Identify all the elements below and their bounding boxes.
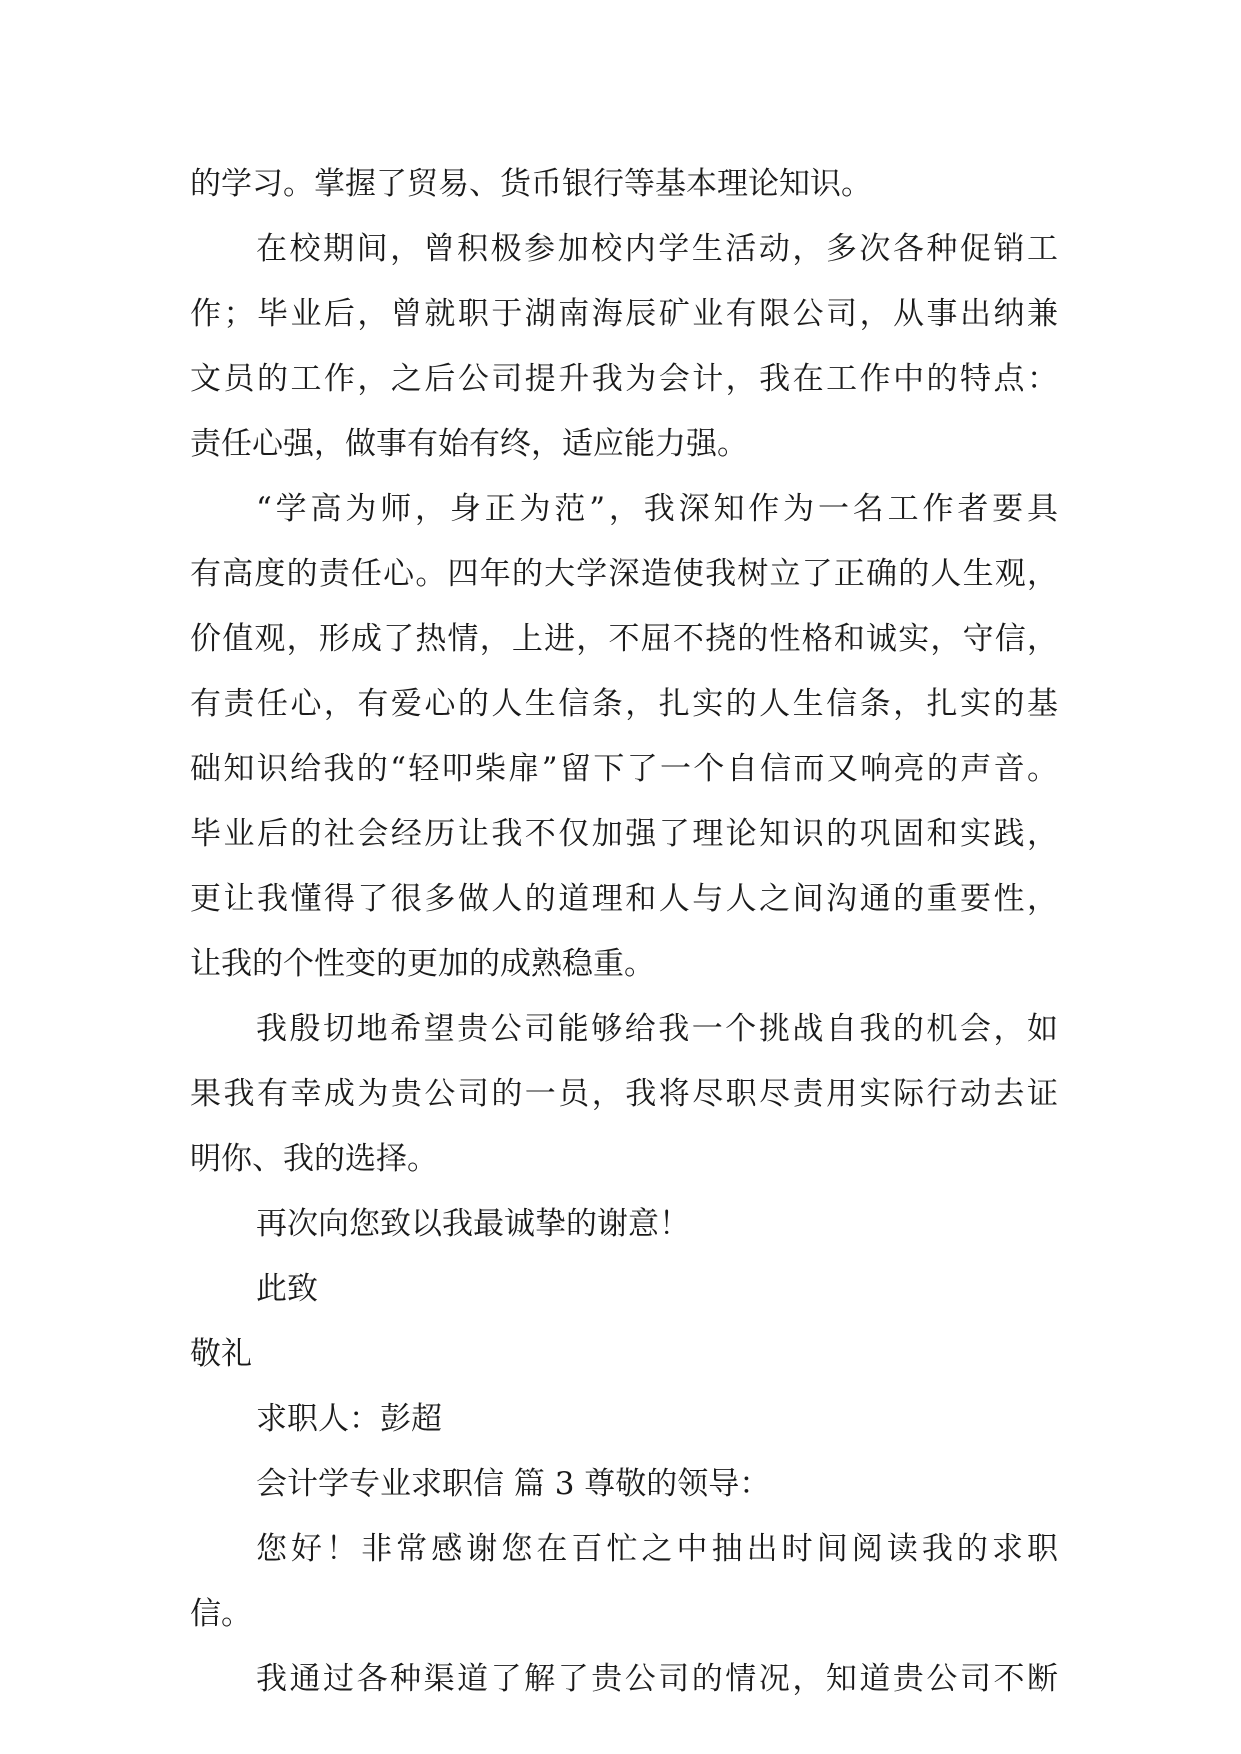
text-line: 有高度的责任心。四年的大学深造使我树立了正确的人生观， xyxy=(190,556,1058,592)
text-line: 毕业后的社会经历让我不仅加强了理论知识的巩固和实践， xyxy=(190,816,1058,852)
text-line: 再次向您致以我最诚挚的谢意！ xyxy=(256,1206,690,1242)
text-line: 信。 xyxy=(190,1596,252,1632)
text-line: 我殷切地希望贵公司能够给我一个挑战自我的机会，如 xyxy=(256,1011,1058,1047)
text-line: 作；毕业后，曾就职于湖南海辰矿业有限公司，从事出纳兼 xyxy=(190,296,1058,332)
text-line: 我通过各种渠道了解了贵公司的情况，知道贵公司不断 xyxy=(256,1661,1058,1697)
text-line: 明你、我的选择。 xyxy=(190,1141,438,1177)
text-line: 文员的工作，之后公司提升我为会计，我在工作中的特点： xyxy=(190,361,1058,397)
text-line: 敬礼 xyxy=(190,1336,252,1372)
text-line: 果我有幸成为贵公司的一员，我将尽职尽责用实际行动去证 xyxy=(190,1076,1058,1112)
text-line: 础知识给我的“轻叩柴扉”留下了一个自信而又响亮的声音。 xyxy=(190,751,1058,787)
text-line: 有责任心，有爱心的人生信条，扎实的人生信条，扎实的基 xyxy=(190,686,1058,722)
text-line: 价值观，形成了热情，上进，不屈不挠的性格和诚实，守信， xyxy=(190,621,1058,657)
text-line: 求职人：彭超 xyxy=(256,1401,442,1437)
text-line: 让我的个性变的更加的成熟稳重。 xyxy=(190,946,655,982)
text-line: 此致 xyxy=(256,1271,318,1307)
text-line: 更让我懂得了很多做人的道理和人与人之间沟通的重要性， xyxy=(190,881,1058,917)
text-line: 在校期间，曾积极参加校内学生活动，多次各种促销工 xyxy=(256,231,1058,267)
text-line: 的学习。掌握了贸易、货币银行等基本理论知识。 xyxy=(190,166,872,202)
text-line: 责任心强，做事有始有终，适应能力强。 xyxy=(190,426,748,462)
text-line: 会计学专业求职信 篇 3 尊敬的领导： xyxy=(256,1466,771,1502)
text-line: 您好！非常感谢您在百忙之中抽出时间阅读我的求职 xyxy=(256,1531,1058,1567)
text-line: “学高为师，身正为范”，我深知作为一名工作者要具 xyxy=(256,491,1058,527)
